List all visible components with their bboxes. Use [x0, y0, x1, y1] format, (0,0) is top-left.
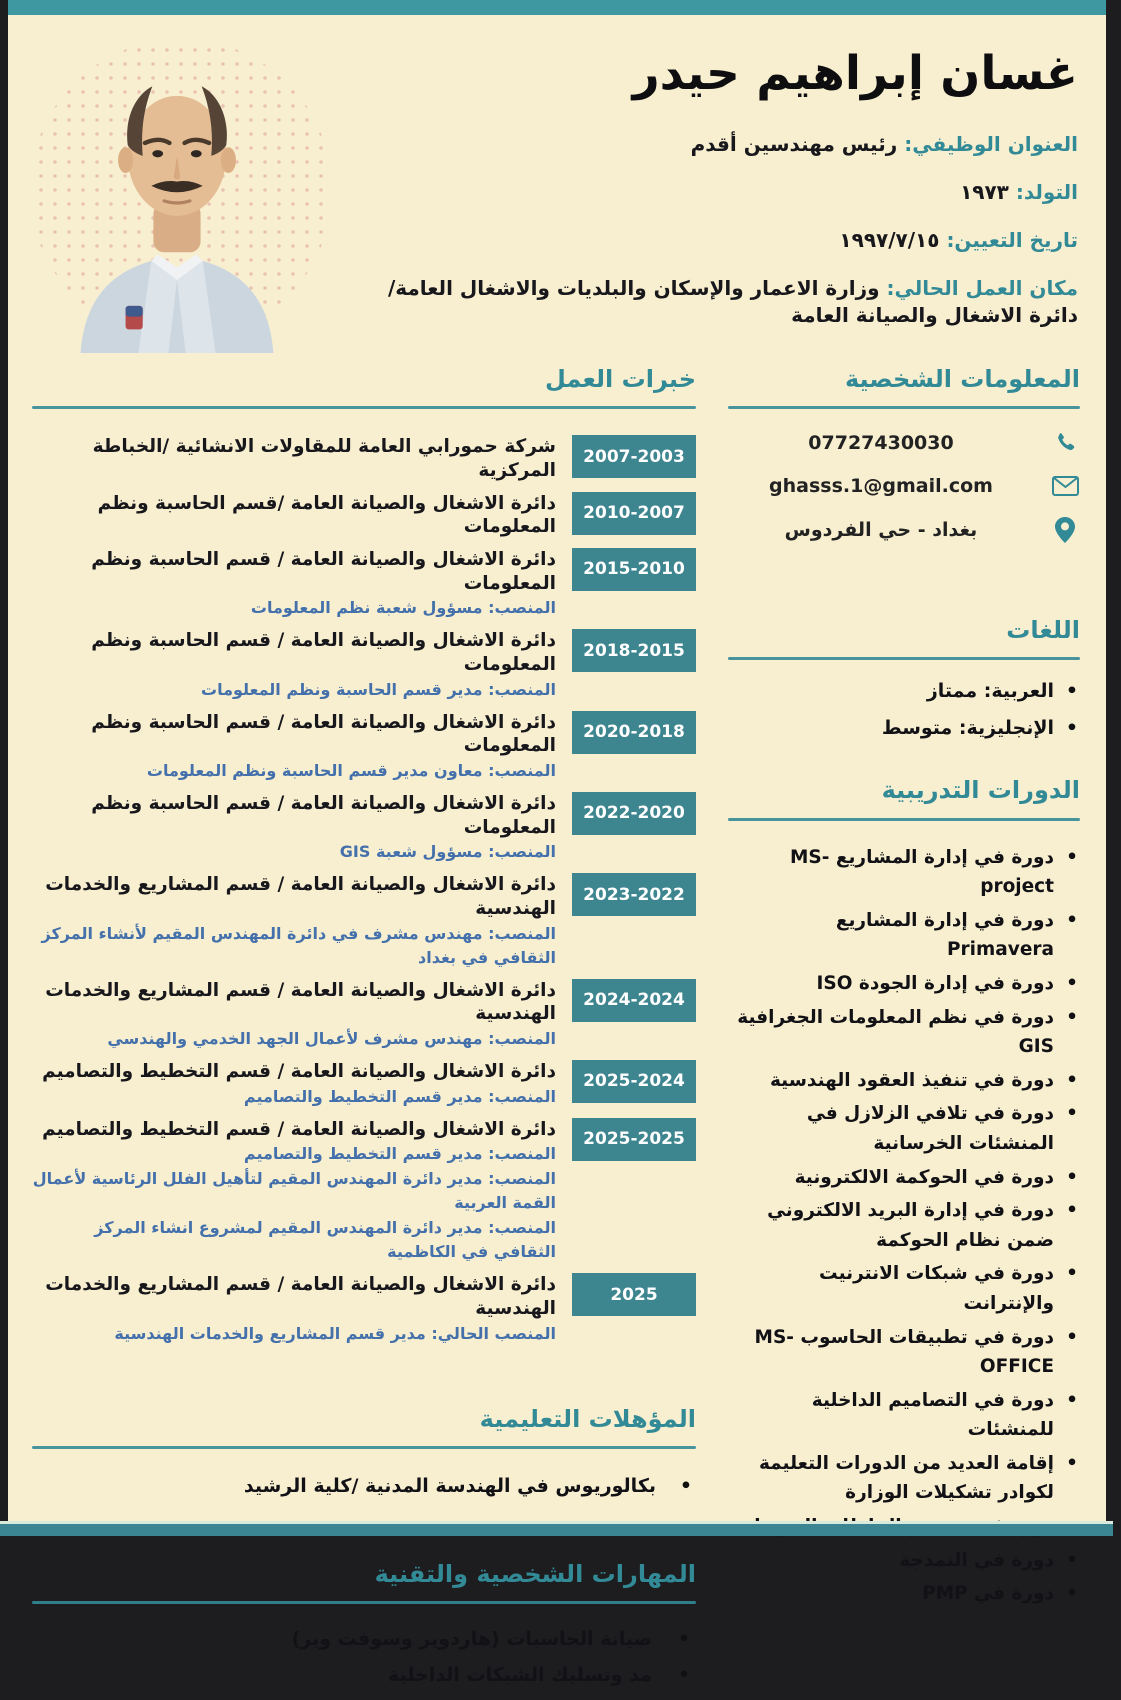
experience-text — [32, 873, 556, 969]
section-personal-info — [728, 364, 1080, 543]
header-field-label: تاريخ التعيين: — [946, 228, 1078, 253]
courses-list — [728, 843, 1080, 1609]
experience-list — [32, 435, 696, 1345]
cv-page — [8, 0, 1106, 1687]
header-field-label: العنوان الوظيفي: — [904, 132, 1078, 157]
location-text: بغداد - حي الفردوس — [784, 519, 978, 542]
main-content — [8, 350, 1106, 1700]
personal-info-title: المعلومات الشخصية — [844, 365, 1080, 394]
date-badge: 2010-2007 — [572, 492, 696, 535]
section-education — [32, 1404, 696, 1497]
experience-entry — [32, 1273, 696, 1345]
course-item: • دورة في نظم المعلومات الجغرافية GIS — [728, 1003, 1080, 1062]
organization: دائرة الاشغال والصيانة العامة / قسم المشاريع والخدمات الهندسية — [45, 1274, 556, 1319]
header — [8, 15, 1106, 350]
experience-entry — [32, 979, 696, 1051]
course-item: • دورة في إدارة الجودة ISO — [728, 969, 1080, 999]
header-text — [352, 31, 1078, 350]
course-item: • دورة في إدارة المشاريع MS-project — [728, 843, 1080, 902]
experience-text — [32, 1273, 556, 1345]
course-item: • إقامة العديد من الدورات التعليمة لكوادر تشكيلات الوزارة — [728, 1449, 1080, 1508]
organization: دائرة الاشغال والصيانة العامة / قسم التخطيط والتصاميم — [42, 1118, 556, 1140]
organization: دائرة الاشغال والصيانة العامة / قسم الحاسبة ونظم المعلومات — [91, 792, 556, 838]
course-item: • دورة في تنفيذ العقود الهندسية — [728, 1066, 1080, 1096]
position-line: المنصب: مسؤول شعبة نظم المعلومات — [250, 598, 556, 618]
header-field-label: التولد: — [1015, 180, 1078, 205]
phone-icon — [1050, 431, 1080, 455]
experience-text — [32, 979, 556, 1051]
date-badge: 2025-2024 — [572, 1060, 696, 1103]
positions — [32, 1026, 556, 1051]
email-address: ghasss.1@gmail.com — [769, 475, 993, 498]
course-item: • دورة في تلافي الزلازل في المنشئات الخرسانية — [728, 1099, 1080, 1158]
header-field — [352, 227, 1078, 254]
experience-entry — [32, 1118, 696, 1265]
section-rule — [32, 1446, 696, 1449]
mail-icon — [1050, 476, 1080, 496]
phone-number: 07727430030 — [808, 432, 954, 455]
body-column — [32, 364, 696, 1700]
header-field — [352, 131, 1078, 158]
date-badge: 2020-2018 — [572, 711, 696, 754]
position-line: المنصب: مدير قسم التخطيط والتصاميم — [243, 1086, 556, 1106]
position-line: المنصب: مسؤول شعبة GIS — [339, 842, 556, 862]
course-item: • دورة في إدارة البريد الالكتروني ضمن نظام الحوكمة — [728, 1196, 1080, 1255]
skill-item: • صيانة الحاسبات (هاردوير وسوفت وير) — [32, 1628, 696, 1650]
experience-title: خبرات العمل — [544, 365, 696, 394]
experience-text — [32, 1118, 556, 1265]
positions — [32, 758, 556, 783]
organization: شركة حمورابي العامة للمقاولات الانشائية /الخباطة المركزية — [92, 436, 556, 481]
position-line: المنصب: مدير دائرة المهندس المقيم لتأهيل الفلل الرئاسية لأعمال القمة العربية — [32, 1169, 556, 1213]
section-rule — [32, 1601, 696, 1604]
profile-photo — [48, 53, 306, 353]
header-field-value: رئيس مهندسين أقدم — [690, 132, 898, 157]
position-line: المنصب: مدير دائرة المهندس المقيم لمشروع انشاء المركز الثقافي في الكاظمية — [94, 1218, 556, 1262]
location-pin-icon — [1050, 517, 1080, 543]
skills-list — [32, 1628, 696, 1686]
date-badge: 2023-2022 — [572, 873, 696, 916]
section-experience — [32, 364, 696, 1346]
bottom-accent-bar — [0, 1521, 1113, 1536]
position-line: المنصب: معاون مدير قسم الحاسبة ونظم المعلومات — [146, 760, 556, 780]
position-line: المنصب: مهندس مشرف لأعمال الجهد الخدمي والهندسي — [107, 1028, 556, 1048]
date-badge: 2007-2003 — [572, 435, 696, 478]
experience-text — [32, 711, 556, 783]
course-item: • دورة في النمذجة — [728, 1546, 1080, 1576]
experience-entry — [32, 435, 696, 482]
positions — [32, 595, 556, 620]
course-item: • دورة في الحوكمة الالكترونية — [728, 1163, 1080, 1193]
organization: دائرة الاشغال والصيانة العامة / قسم المشاريع والخدمات الهندسية — [45, 979, 556, 1025]
header-field — [352, 275, 1078, 329]
position-line: المنصب الحالي: مدير قسم المشاريع والخدمات الهندسية — [114, 1323, 556, 1343]
experience-entry — [32, 629, 696, 701]
experience-text — [32, 792, 556, 864]
education-item: • بكالوريوس في الهندسة المدنية /كلية الرشيد — [32, 1475, 696, 1497]
header-field-label: مكان العمل الحالي: — [886, 276, 1078, 301]
sidebar-column — [728, 364, 1080, 1700]
language-item: • العربية: ممتاز — [728, 680, 1080, 702]
phone-row — [728, 431, 1080, 455]
experience-text — [32, 548, 556, 620]
experience-text — [32, 435, 556, 482]
organization: دائرة الاشغال والصيانة العامة / قسم التخطيط والتصاميم — [42, 1060, 556, 1082]
section-rule — [32, 406, 696, 409]
header-fields — [352, 131, 1078, 329]
skill-item: • مد وتسليك الشبكات الداخلية — [32, 1664, 696, 1686]
experience-entry — [32, 711, 696, 783]
experience-entry — [32, 548, 696, 620]
date-badge: 2025-2025 — [572, 1118, 696, 1161]
course-item: • دورة في شبكات الانترنيت والإنترانت — [728, 1259, 1080, 1318]
course-item: • دورة في تطبيقات الحاسوب MS-OFFICE — [728, 1323, 1080, 1382]
header-field-value: ١٩٧٣ — [960, 180, 1009, 205]
date-badge: 2015-2010 — [572, 548, 696, 591]
language-item: • الإنجليزية: متوسط — [728, 717, 1080, 739]
positions — [32, 1141, 556, 1264]
location-row — [728, 517, 1080, 543]
header-field-value: وزارة الاعمار والإسكان والبلديات والاشغال العامة/دائرة الاشغال والصيانة العامة — [387, 276, 1078, 328]
contact-list — [728, 431, 1080, 543]
organization: دائرة الاشغال والصيانة العامة / قسم الحاسبة ونظم المعلومات — [91, 711, 556, 757]
organization: دائرة الاشغال والصيانة العامة /قسم الحاسبة ونظم المعلومات — [97, 492, 556, 538]
experience-entry — [32, 1060, 696, 1109]
positions — [32, 839, 556, 864]
date-badge: 2025 — [572, 1273, 696, 1316]
course-item: • دورة في التصاميم الداخلية للمنشئات — [728, 1386, 1080, 1445]
section-skills — [32, 1559, 696, 1686]
experience-entry — [32, 873, 696, 969]
languages-list — [728, 680, 1080, 739]
section-languages — [728, 615, 1080, 739]
positions — [32, 1321, 556, 1346]
position-line: المنصب: مدير قسم الحاسبة ونظم المعلومات — [200, 679, 556, 699]
organization: دائرة الاشغال والصيانة العامة / قسم الحاسبة ونظم المعلومات — [91, 548, 556, 594]
course-item: • دورة في إدارة المشاريع Primavera — [728, 906, 1080, 965]
position-line: المنصب: مهندس مشرف في دائرة المهندس المقيم لأنشاء المركز الثقافي في بغداد — [41, 923, 556, 967]
organization: دائرة الاشغال والصيانة العامة / قسم الحاسبة ونظم المعلومات — [91, 630, 556, 675]
header-field-value: ١٩٩٧/٧/١٥ — [839, 228, 940, 253]
organization: دائرة الاشغال والصيانة العامة / قسم المشاريع والخدمات الهندسية — [45, 874, 556, 919]
education-list — [32, 1475, 696, 1497]
position-line: المنصب: مدير قسم التخطيط والتصاميم — [243, 1144, 556, 1164]
top-accent-bar — [8, 0, 1106, 15]
photo-area — [22, 31, 352, 349]
date-badge: 2024-2024 — [572, 979, 696, 1022]
course-item: • دورة في PMP — [728, 1579, 1080, 1609]
header-field — [352, 179, 1078, 206]
education-title: المؤهلات التعليمية — [479, 1404, 696, 1433]
email-row — [728, 475, 1080, 497]
experience-text — [32, 492, 556, 539]
positions — [32, 677, 556, 702]
languages-title: اللغات — [1006, 616, 1080, 645]
courses-title: الدورات التدريبية — [881, 776, 1080, 805]
positions — [32, 1084, 556, 1109]
date-badge: 2022-2020 — [572, 792, 696, 835]
experience-entry — [32, 792, 696, 864]
section-courses — [728, 775, 1080, 1608]
section-rule — [728, 657, 1080, 660]
date-badge: 2018-2015 — [572, 629, 696, 672]
experience-entry — [32, 492, 696, 539]
section-rule — [728, 406, 1080, 409]
skills-title: المهارات الشخصية والتقنية — [374, 1559, 696, 1588]
positions — [32, 921, 556, 970]
experience-text — [32, 629, 556, 701]
person-name: غسان إبراهيم حيدر — [632, 46, 1078, 101]
experience-text — [32, 1060, 556, 1109]
section-rule — [728, 818, 1080, 821]
